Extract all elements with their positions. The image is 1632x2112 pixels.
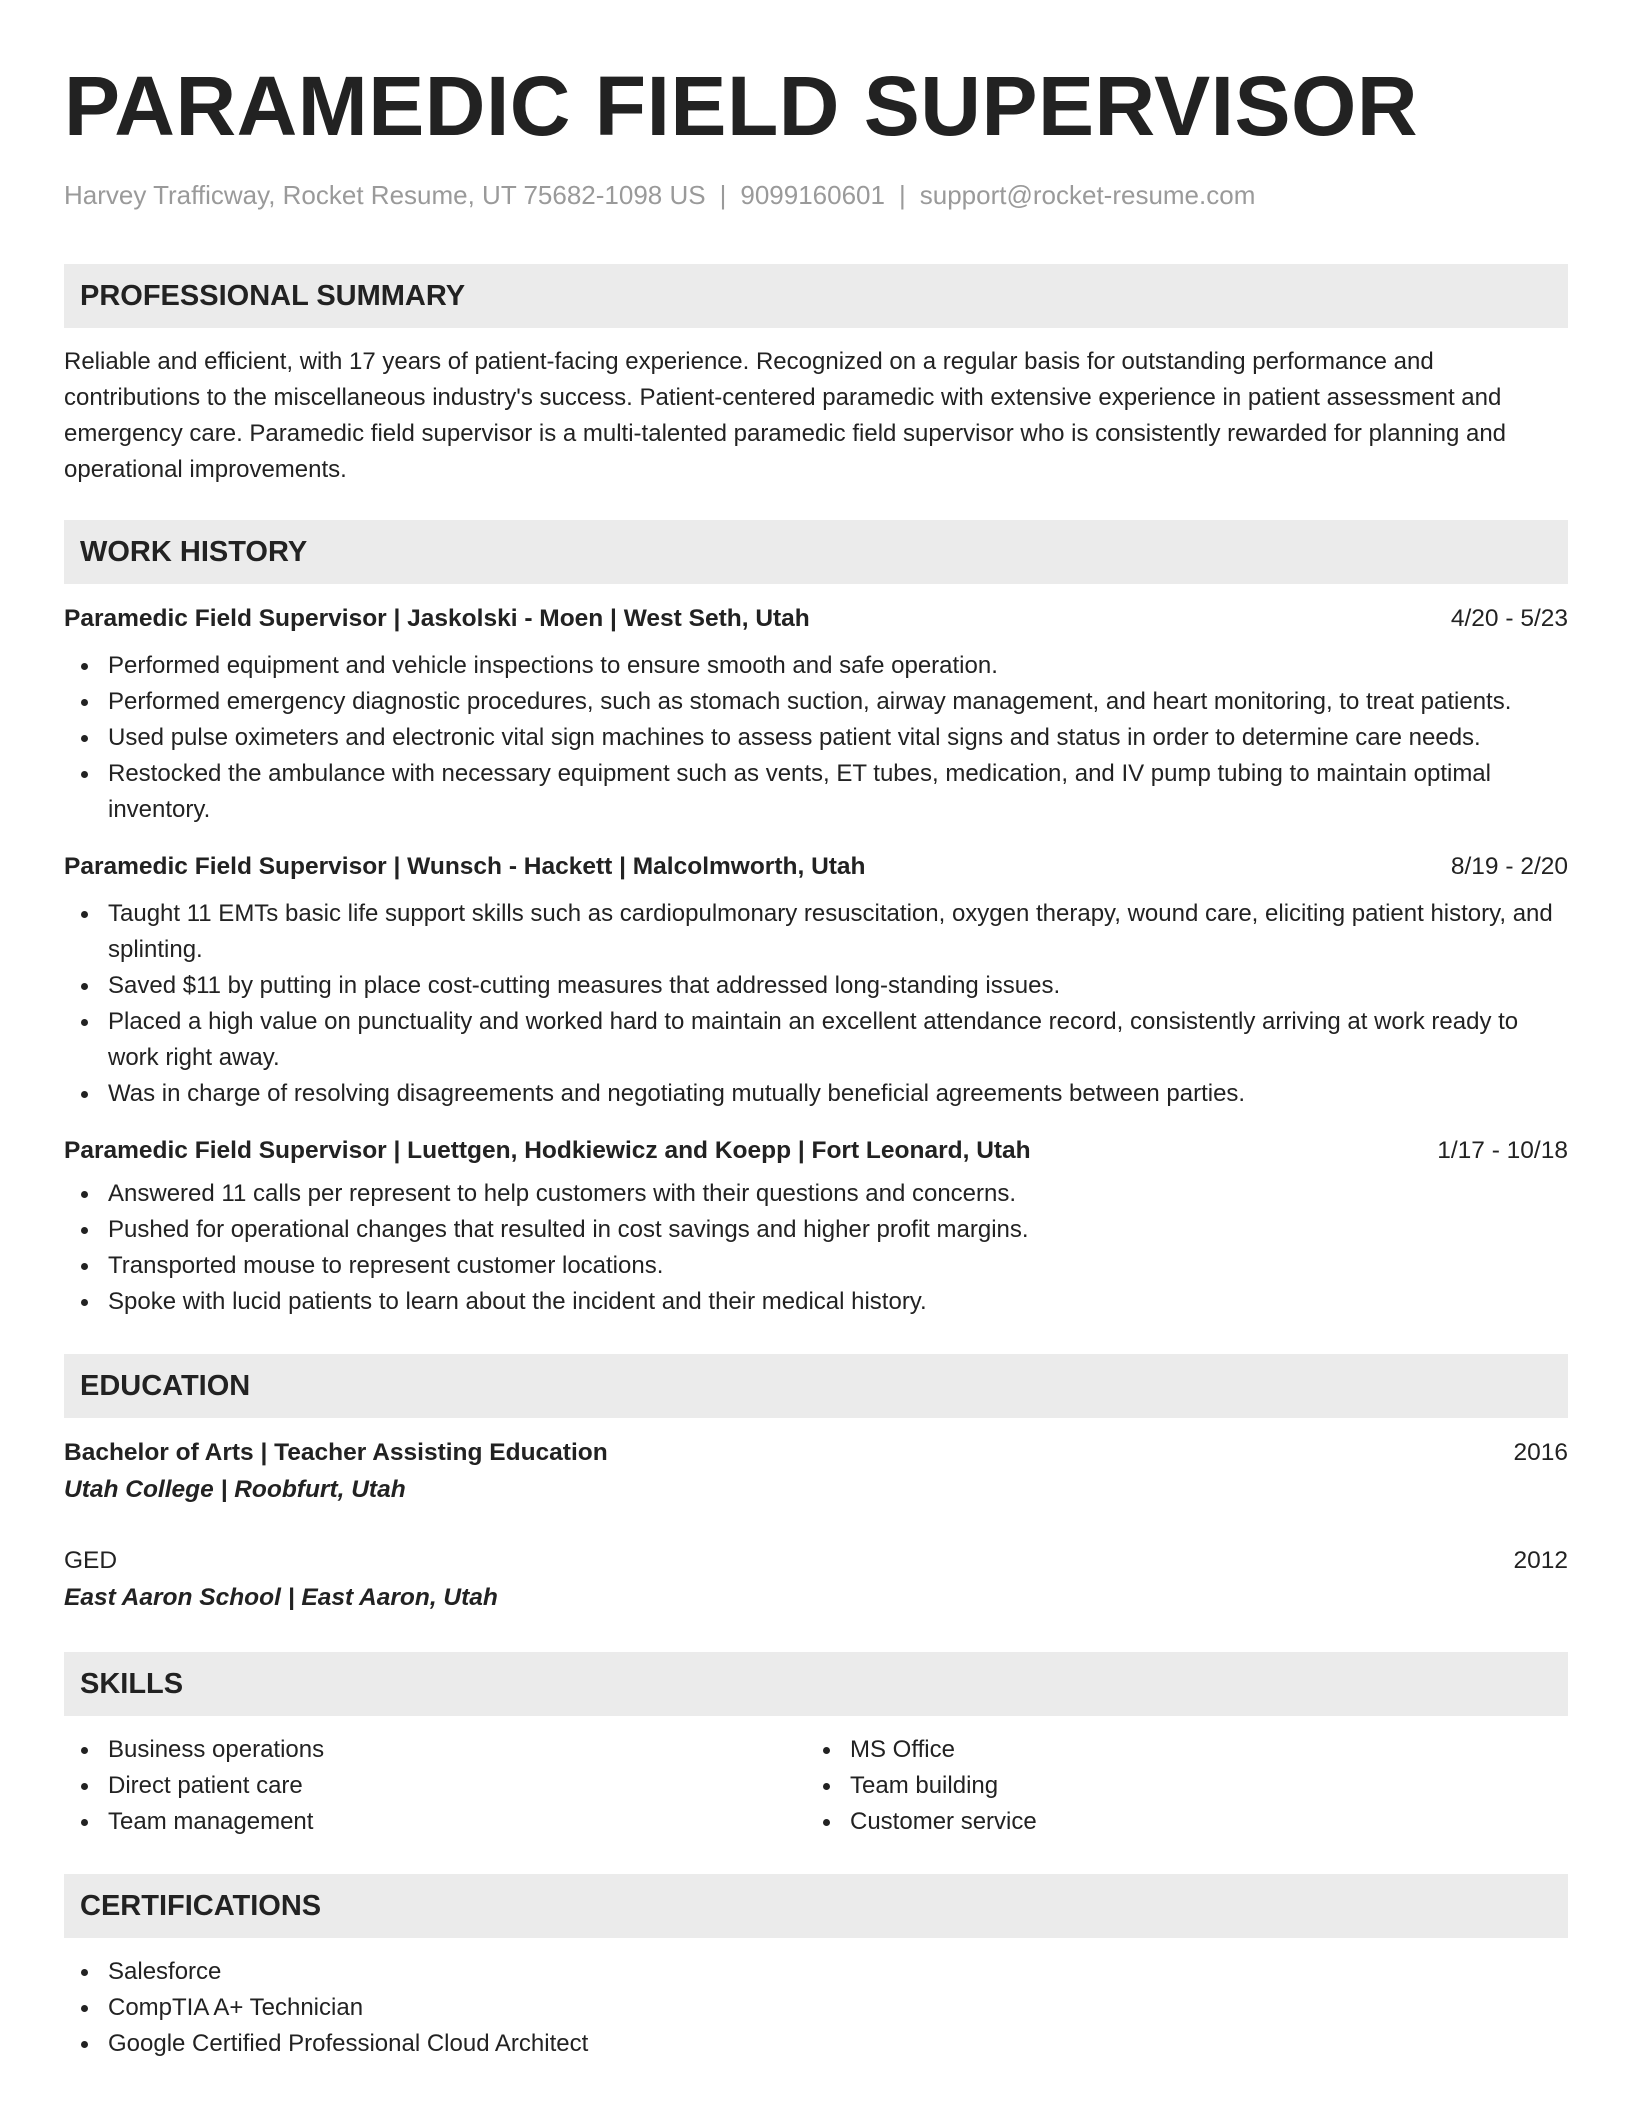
section-header-work-history: WORK HISTORY [64,520,1568,584]
certifications-list [64,1954,1568,2062]
job-dates: 1/17 - 10/18 [1437,1137,1568,1164]
job-bullets [64,1176,1568,1320]
job-title: Paramedic Field Supervisor | Jaskolski - Moen | West Seth, Utah [64,605,810,632]
job-bullet: Saved $11 by putting in place cost-cutting measures that addressed long-standing issues. [64,968,1568,1004]
resume-header [64,56,1568,212]
education-degree: GED [64,1547,118,1574]
skill-item: Customer service [806,1804,1548,1840]
job-bullet: Answered 11 calls per represent to help customers with their questions and concerns. [64,1176,1568,1212]
certification-item: Google Certified Professional Cloud Architect [64,2026,1568,2062]
contact-line [64,178,1568,212]
certification-item: CompTIA A+ Technician [64,1990,1568,2026]
section-header-skills: SKILLS [64,1652,1568,1716]
education-section [64,1354,1568,1616]
job-header [64,850,1568,884]
skills-list [64,1732,806,1840]
education-header [64,1436,1568,1470]
job-bullet: Performed emergency diagnostic procedures, such as stomach suction, airway management, and heart monitoring, to treat patients. [64,684,1568,720]
skill-item: Team building [806,1768,1548,1804]
skill-item: Business operations [64,1732,806,1768]
job-bullet: Performed equipment and vehicle inspections to ensure smooth and safe operation. [64,648,1568,684]
contact-separator: | [898,180,906,210]
summary-section [64,264,1568,488]
job-header [64,1134,1568,1168]
section-header-education: EDUCATION [64,1354,1568,1418]
job-bullets [64,896,1568,1112]
certification-item: Salesforce [64,1954,1568,1990]
education-entry [64,1544,1568,1616]
job-bullet: Pushed for operational changes that resulted in cost savings and higher profit margins. [64,1212,1568,1248]
education-entry [64,1436,1568,1508]
job-bullet: Restocked the ambulance with necessary equipment such as vents, ET tubes, medication, and IV pump tubing to maintain optimal inventory. [64,756,1568,828]
resume-name: PARAMEDIC FIELD SUPERVISOR [64,59,1419,153]
job-dates: 8/19 - 2/20 [1450,853,1568,880]
job-bullets [64,648,1568,828]
job-header [64,602,1568,636]
work-history-section [64,520,1568,1320]
skills-grid [64,1732,1568,1840]
contact-email: support@rocket-resume.com [919,180,1256,210]
education-degree: Bachelor of Arts | Teacher Assisting Education [64,1439,608,1466]
job-bullet: Spoke with lucid patients to learn about the incident and their medical history. [64,1284,1568,1320]
section-header-summary: PROFESSIONAL SUMMARY [64,264,1568,328]
skills-column-left [64,1732,806,1840]
job-entry [64,850,1568,1112]
skills-section [64,1652,1568,1840]
education-school: Utah College | Roobfurt, Utah [64,1476,406,1503]
certifications-section [64,1874,1568,2062]
job-bullet: Taught 11 EMTs basic life support skills such as cardiopulmonary resuscitation, oxygen therapy, wound care, eliciting patient history, and splinting. [64,896,1568,968]
job-dates: 4/20 - 5/23 [1450,605,1568,632]
skill-item: Team management [64,1804,806,1840]
job-entry [64,1134,1568,1320]
job-bullet: Used pulse oximeters and electronic vital sign machines to assess patient vital signs and status in order to determine care needs. [64,720,1568,756]
summary-text: Reliable and efficient, with 17 years of patient-facing experience. Recognized on a regular basis for outstanding performance and contributions to the miscellaneous industry's success. Patient-centered paramedic with extensive experience in patient assessment and emergency care. Paramedic field supervisor is a multi-talented paramedic field supervisor who is consistently rewarded for planning and operational improvements. [64,348,1507,483]
education-year: 2016 [1513,1439,1568,1466]
job-title: Paramedic Field Supervisor | Luettgen, Hodkiewicz and Koepp | Fort Leonard, Utah [64,1137,1031,1164]
resume-page [64,56,1568,2062]
education-school: East Aaron School | East Aaron, Utah [64,1584,498,1611]
contact-separator: | [719,180,727,210]
job-bullet: Was in charge of resolving disagreements and negotiating mutually beneficial agreements between parties. [64,1076,1568,1112]
job-title: Paramedic Field Supervisor | Wunsch - Hackett | Malcolmworth, Utah [64,853,866,880]
section-header-certifications: CERTIFICATIONS [64,1874,1568,1938]
job-bullet: Transported mouse to represent customer locations. [64,1248,1568,1284]
skills-list [806,1732,1548,1840]
education-header [64,1544,1568,1578]
skills-column-right [806,1732,1548,1840]
skill-item: Direct patient care [64,1768,806,1804]
job-bullet: Placed a high value on punctuality and worked hard to maintain an excellent attendance record, consistently arriving at work ready to work right away. [64,1004,1568,1076]
job-entry [64,602,1568,828]
contact-address: Harvey Trafficway, Rocket Resume, UT 75682-1098 US [64,180,706,210]
contact-phone: 9099160601 [740,180,885,210]
skill-item: MS Office [806,1732,1548,1768]
education-year: 2012 [1513,1547,1568,1574]
